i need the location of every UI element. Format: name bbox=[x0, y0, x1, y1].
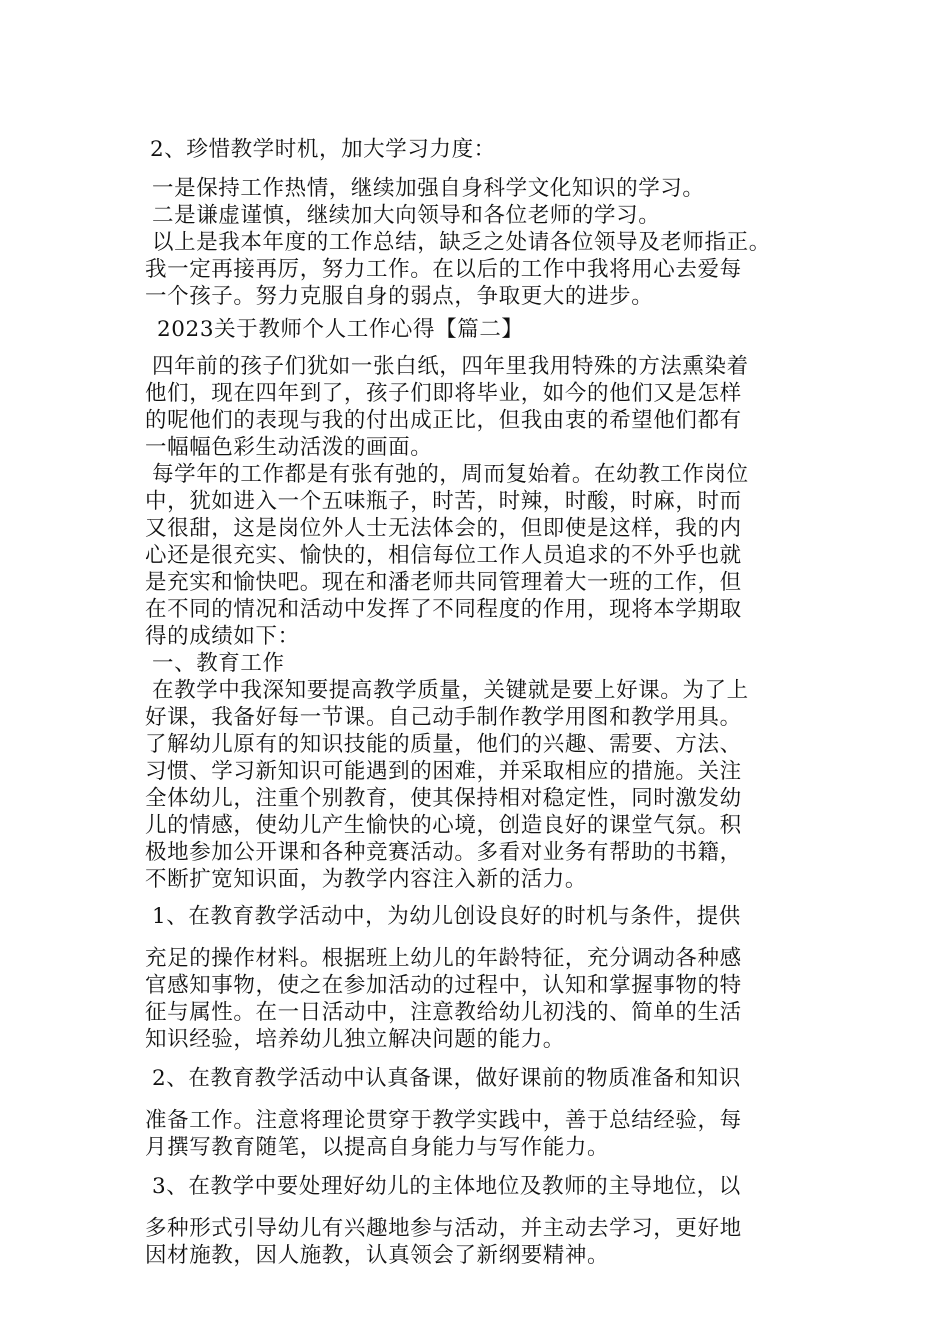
subheading: 一、教育工作 bbox=[152, 651, 285, 676]
text-line: 以上是我本年度的工作总结，缺乏之处请各位领导及老师指正。 bbox=[152, 230, 771, 255]
text-line: 因材施教，因人施教，认真领会了新纲要精神。 bbox=[145, 1243, 610, 1268]
text-line: 了解幼儿原有的知识技能的质量，他们的兴趣、需要、方法、 bbox=[145, 732, 742, 757]
section-heading: 2、珍惜教学时机，加大学习力度： bbox=[150, 137, 496, 162]
text-line: 又很甜，这是岗位外人士无法体会的，但即使是这样，我的内 bbox=[145, 516, 742, 541]
text-line: 他们，现在四年到了，孩子们即将毕业，如今的他们又是怎样 bbox=[145, 381, 742, 406]
text-line: 中，犹如进入一个五味瓶子，时苦，时辣，时酸，时麻，时而 bbox=[145, 489, 742, 514]
text-line: 知识经验，培养幼儿独立解决问题的能力。 bbox=[145, 1027, 565, 1052]
text-line: 准备工作。注意将理论贯穿于教学实践中，善于总结经验，每 bbox=[145, 1108, 742, 1133]
text-line: 极地参加公开课和各种竞赛活动。多看对业务有帮助的书籍， bbox=[145, 840, 742, 865]
text-line: 全体幼儿，注重个别教育，使其保持相对稳定性，同时激发幼 bbox=[145, 786, 742, 811]
text-line: 每学年的工作都是有张有弛的，周而复始着。在幼教工作岗位 bbox=[152, 462, 749, 487]
text-line: 四年前的孩子们犹如一张白纸，四年里我用特殊的方法熏染着 bbox=[152, 354, 749, 379]
text-line: 我一定再接再厉，努力工作。在以后的工作中我将用心去爱每 bbox=[145, 257, 742, 282]
text-line: 一个孩子。努力克服自身的弱点，争取更大的进步。 bbox=[145, 284, 654, 309]
text-line: 在不同的情况和活动中发挥了不同程度的作用，现将本学期取 bbox=[145, 597, 742, 622]
text-line: 不断扩宽知识面，为教学内容注入新的活力。 bbox=[145, 867, 588, 892]
text-line: 3、在教学中要处理好幼儿的主体地位及教师的主导地位，以 bbox=[152, 1174, 741, 1199]
text-line: 在教学中我深知要提高教学质量，关键就是要上好课。为了上 bbox=[152, 678, 749, 703]
text-line: 是充实和愉快吧。现在和潘老师共同管理着大一班的工作，但 bbox=[145, 570, 742, 595]
text-line: 官感知事物，使之在参加活动的过程中，认知和掌握事物的特 bbox=[145, 973, 742, 998]
article-title: 2023关于教师个人工作心得【篇二】 bbox=[157, 317, 524, 342]
text-line: 心还是很充实、愉快的，相信每位工作人员追求的不外乎也就 bbox=[145, 543, 742, 568]
text-line: 儿的情感，使幼儿产生愉快的心境，创造良好的课堂气氛。积 bbox=[145, 813, 742, 838]
text-line: 充足的操作材料。根据班上幼儿的年龄特征，充分调动各种感 bbox=[145, 946, 742, 971]
text-line: 二是谦虚谨慎，继续加大向领导和各位老师的学习。 bbox=[152, 203, 661, 228]
text-line: 一是保持工作热情，继续加强自身科学文化知识的学习。 bbox=[152, 176, 705, 201]
text-line: 1、在教育教学活动中，为幼儿创设良好的时机与条件，提供 bbox=[152, 904, 741, 929]
text-line: 的呢他们的表现与我的付出成正比，但我由衷的希望他们都有 bbox=[145, 408, 742, 433]
text-line: 一幅幅色彩生动活泼的画面。 bbox=[145, 435, 433, 460]
text-line: 习惯、学习新知识可能遇到的困难，并采取相应的措施。关注 bbox=[145, 759, 742, 784]
text-line: 月撰写教育随笔，以提高自身能力与写作能力。 bbox=[145, 1135, 610, 1160]
text-line: 多种形式引导幼儿有兴趣地参与活动，并主动去学习，更好地 bbox=[145, 1216, 742, 1241]
text-line: 2、在教育教学活动中认真备课，做好课前的物质准备和知识 bbox=[152, 1066, 741, 1091]
text-line: 好课，我备好每一节课。自己动手制作教学用图和教学用具。 bbox=[145, 705, 742, 730]
text-line: 得的成绩如下： bbox=[145, 624, 300, 649]
text-line: 征与属性。在一日活动中，注意教给幼儿初浅的、简单的生活 bbox=[145, 1000, 742, 1025]
